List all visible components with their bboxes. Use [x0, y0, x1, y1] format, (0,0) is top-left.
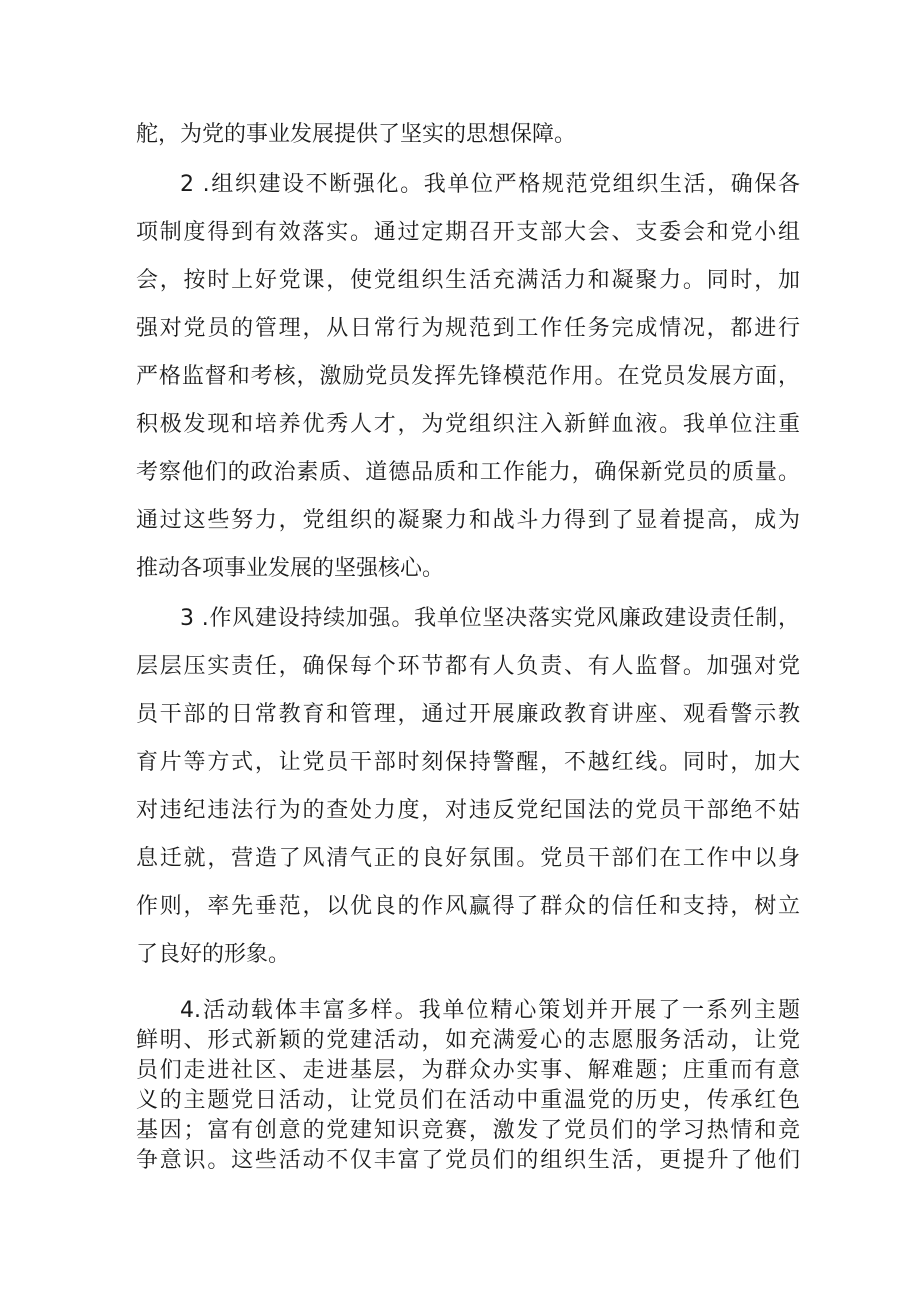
text-line: 通过这些努力，党组织的凝聚力和战斗力得到了显着提高，成为: [136, 508, 800, 533]
text-line: 员们走进社区、走进基层，为群众办实事、解难题；庄重而有意: [136, 1058, 800, 1083]
text-line: 层层压实责任，确保每个环节都有人负责、有人监督。加强对党: [136, 654, 800, 679]
text-line: 员干部的日常教育和管理，通过开展廉政教育讲座、观看警示教: [136, 702, 800, 727]
text-line: 3 .作风建设持续加强。我单位坚决落实党风廉政建设责任制，: [180, 606, 800, 631]
text-line: 4.活动载体丰富多样。我单位精心策划并开展了一系列主题: [180, 998, 800, 1023]
text-line: 积极发现和培养优秀人才，为党组织注入新鲜血液。我单位注重: [136, 412, 800, 437]
text-line: 舵，为党的事业发展提供了坚实的思想保障。: [136, 122, 577, 147]
text-line: 项制度得到有效落实。通过定期召开支部大会、支委会和党小组: [136, 220, 800, 245]
text-line: 鲜明、形式新颖的党建活动，如充满爱心的志愿服务活动，让党: [136, 1028, 800, 1053]
text-line: 争意识。这些活动不仅丰富了党员们的组织生活，更提升了他们: [136, 1148, 800, 1173]
text-line: 对违纪违法行为的查处力度，对违反党纪国法的党员干部绝不姑: [136, 798, 800, 823]
text-line: 严格监督和考核，激励党员发挥先锋模范作用。在党员发展方面，: [136, 364, 800, 389]
text-line: 考察他们的政治素质、道德品质和工作能力，确保新党员的质量。: [136, 460, 800, 485]
text-line: 强对党员的管理，从日常行为规范到工作任务完成情况，都进行: [136, 316, 800, 341]
text-line: 基因；富有创意的党建知识竞赛，激发了党员们的学习热情和竞: [136, 1118, 800, 1143]
text-line: 推动各项事业发展的坚强核心。: [136, 556, 445, 581]
text-line: 息迁就，营造了风清气正的良好氛围。党员干部们在工作中以身: [136, 846, 800, 871]
text-line: 义的主题党日活动，让党员们在活动中重温党的历史，传承红色: [136, 1088, 800, 1113]
text-line: 会，按时上好党课，使党组织生活充满活力和凝聚力。同时，加: [136, 268, 800, 293]
text-line: 2 .组织建设不断强化。我单位严格规范党组织生活，确保各: [180, 172, 800, 197]
text-line: 育片等方式，让党员干部时刻保持警醒，不越红线。同时，加大: [136, 750, 800, 775]
text-line: 作则，率先垂范，以优良的作风赢得了群众的信任和支持，树立: [136, 894, 800, 919]
text-line: 了良好的形象。: [136, 942, 291, 967]
